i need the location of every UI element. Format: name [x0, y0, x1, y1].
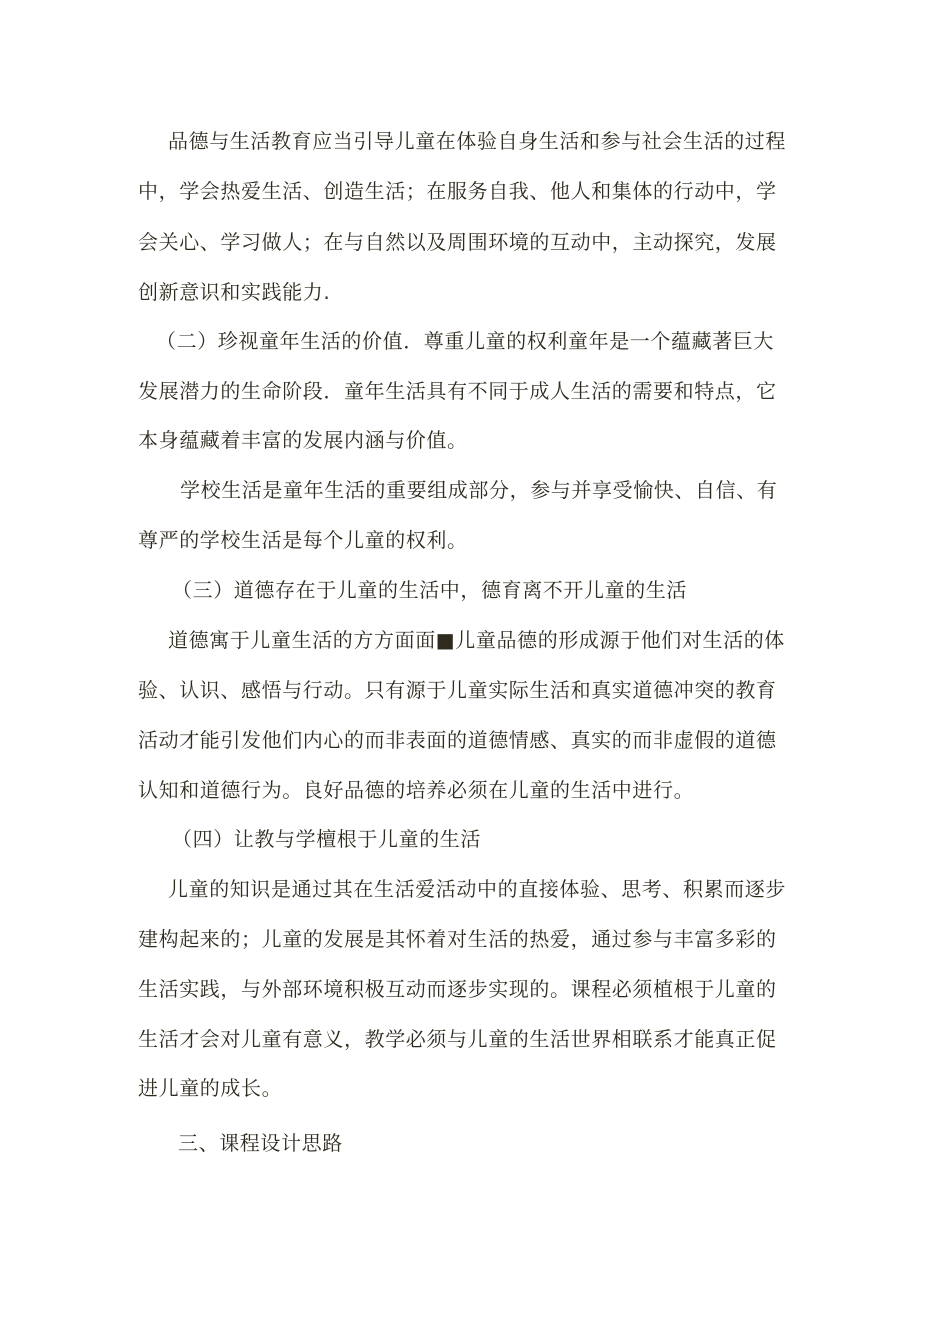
text-line: （四）让教与学檀根于儿童的生活 [172, 827, 481, 851]
text-line: 生活才会对儿童有意义，教学必须与儿童的生活世界相联系才能真正促 [138, 1027, 777, 1051]
text-line: （三）道德存在于儿童的生活中，德育离不开儿童的生活 [172, 578, 687, 602]
text-line: 儿童的知识是通过其在生活爱活动中的直接体验、思考、积累而逐步 [168, 877, 786, 901]
text-line: 验、认识、感悟与行动。只有源于儿童实际生活和真实道德冲突的教育 [138, 678, 777, 702]
text-line: 学校生活是童年生活的重要组成部分，参与并享受愉快、自信、有 [180, 478, 778, 502]
text-line: 进儿童的成长。 [138, 1076, 283, 1100]
text-line: 中，学会热爱生活、创造生活；在服务自我、他人和集体的行动中，学 [138, 179, 777, 203]
text-line: 认知和道德行为。良好品德的培养必须在儿童的生活中进行。 [138, 778, 695, 802]
text-line: 发展潜力的生命阶段．童年生活具有不同于成人生活的需要和特点，它 [138, 379, 777, 403]
text-line: 尊严的学校生活是每个儿童的权利。 [138, 528, 468, 552]
text-line: 活动才能引发他们内心的而非表面的道德情感、真实的而非虚假的道德 [138, 728, 777, 752]
text-line: 创新意识和实践能力. [138, 280, 331, 304]
text-line: 本身蕴藏着丰富的发展内涵与价值。 [138, 428, 468, 452]
text-line: （二）珍视童年生活的价值．尊重儿童的权利童年是一个蕴藏著巨大 [156, 329, 774, 353]
text-line: 三、课程设计思路 [178, 1131, 343, 1155]
text-line: 建构起来的；儿童的发展是其怀着对生活的热爱，通过参与丰富多彩的 [138, 927, 777, 951]
text-line: 生活实践，与外部环境积极互动而逐步实现的。课程必须植根于儿童的 [138, 977, 777, 1001]
text-line: 品德与生活教育应当引导儿童在体验自身生活和参与社会生活的过程 [168, 129, 786, 153]
text-line: 会关心、学习做人；在与自然以及周围环境的互动中，主动探究，发展 [138, 230, 777, 254]
text-line: 道德寓于儿童生活的方方面面■儿童品德的形成源于他们对生活的体 [168, 628, 785, 652]
